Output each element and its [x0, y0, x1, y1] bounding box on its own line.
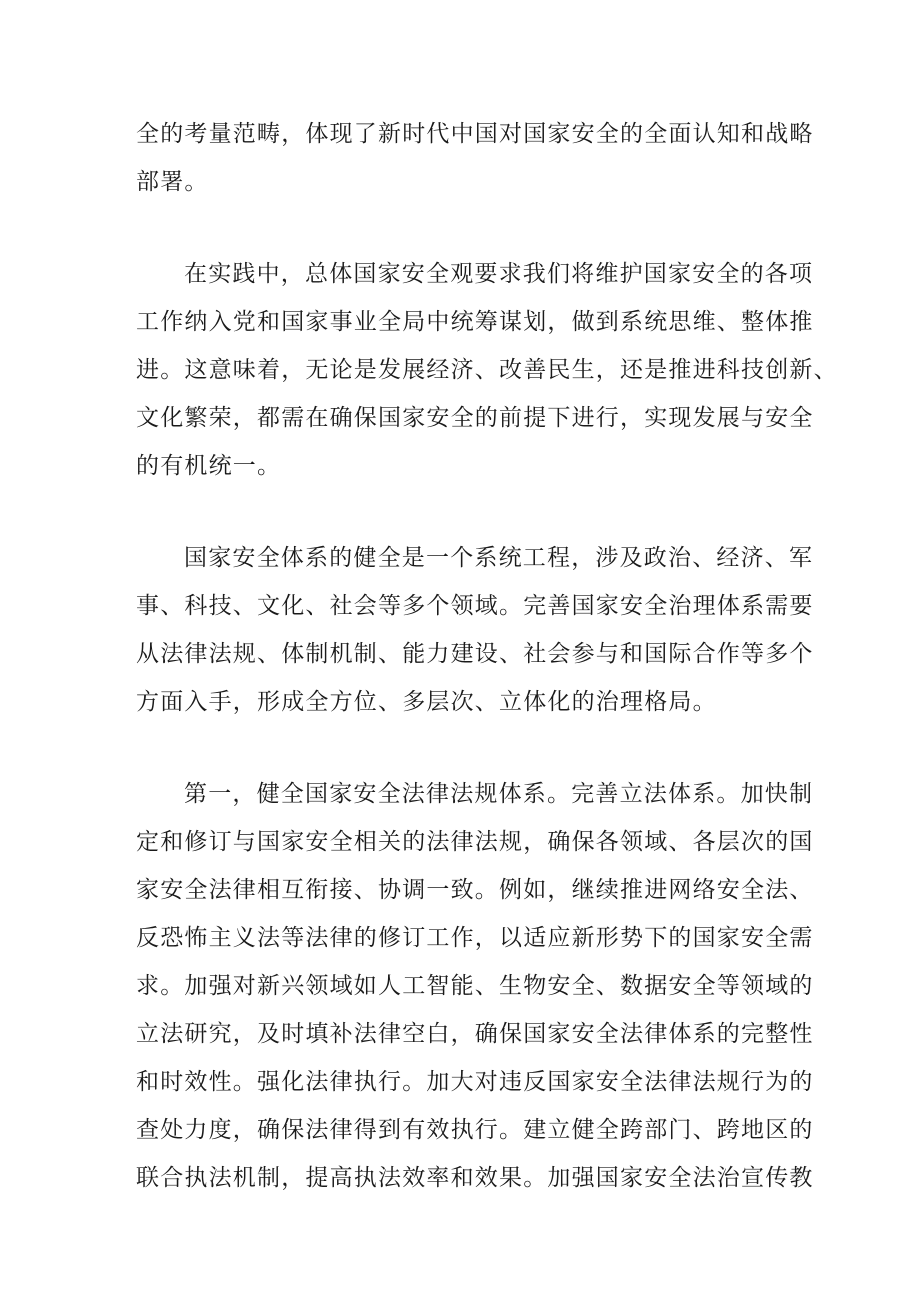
paragraph-4: [136, 770, 814, 1202]
text-line: 和时效性。强化法律执行。加大对违反国家安全法律法规行为的: [136, 1069, 814, 1095]
text-line: 国家安全体系的健全是一个系统工程，涉及政治、经济、军: [184, 545, 814, 571]
text-line: 查处力度，确保法律得到有效执行。建立健全跨部门、跨地区的: [136, 1117, 814, 1143]
paragraph-3: [136, 534, 814, 726]
text-line: 方面入手，形成全方位、多层次、立体化的治理格局。: [136, 689, 717, 715]
text-line: 工作纳入党和国家事业全局中统筹谋划，做到系统思维、整体推: [136, 309, 814, 335]
text-line: 立法研究，及时填补法律空白，确保国家安全法律体系的完整性: [136, 1021, 814, 1047]
text-line: 联合执法机制，提高执法效率和效果。加强国家安全法治宣传教: [136, 1165, 814, 1191]
document-body: [136, 110, 838, 1246]
text-line: 反恐怖主义法等法律的修订工作，以适应新形势下的国家安全需: [136, 925, 814, 951]
text-line: 家安全法律相互衔接、协调一致。例如，继续推进网络安全法、: [136, 877, 814, 903]
text-line: 文化繁荣，都需在确保国家安全的前提下进行，实现发展与安全: [136, 405, 814, 431]
text-line: 第一，健全国家安全法律法规体系。完善立法体系。加快制: [184, 781, 814, 807]
text-line: 求。加强对新兴领域如人工智能、生物安全、数据安全等领域的: [136, 973, 814, 999]
text-line: 在实践中，总体国家安全观要求我们将维护国家安全的各项: [184, 261, 814, 287]
paragraph-2: [136, 250, 838, 490]
paragraph-1: [136, 110, 814, 206]
text-line: 的有机统一。: [136, 453, 282, 479]
text-line: 进。这意味着，无论是发展经济、改善民生，还是推进科技创新、: [136, 357, 838, 383]
text-line: 全的考量范畴，体现了新时代中国对国家安全的全面认知和战略: [136, 121, 814, 147]
text-line: 从法律法规、体制机制、能力建设、社会参与和国际合作等多个: [136, 641, 814, 667]
text-line: 定和修订与国家安全相关的法律法规，确保各领域、各层次的国: [136, 829, 814, 855]
text-line: 事、科技、文化、社会等多个领域。完善国家安全治理体系需要: [136, 593, 814, 619]
text-line: 部署。: [136, 169, 209, 195]
